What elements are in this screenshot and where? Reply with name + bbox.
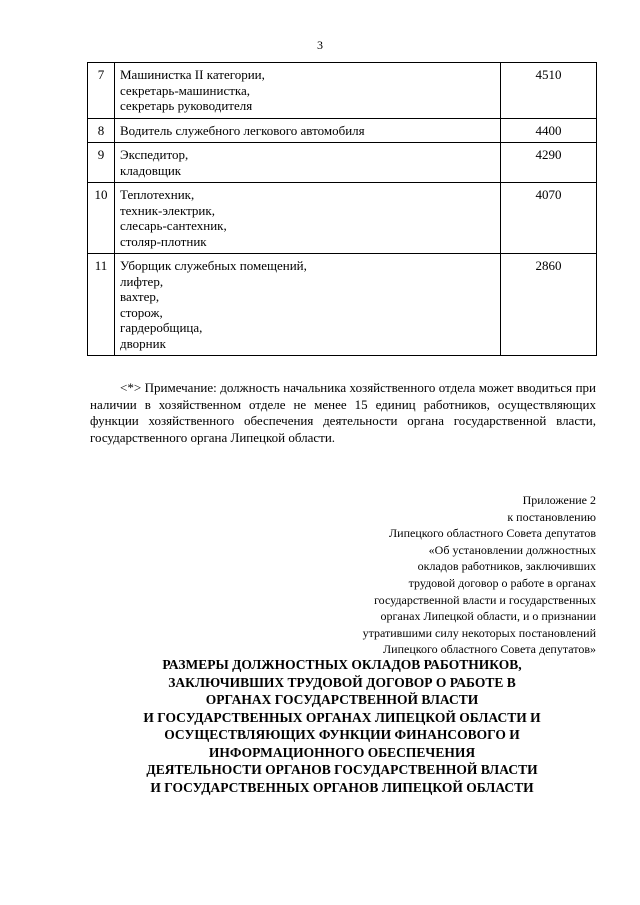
appendix-line: к постановлению — [507, 509, 596, 524]
position-line: кладовщик — [120, 162, 182, 178]
position-line: Уборщик служебных помещений, — [120, 258, 307, 273]
footnote: <*> Примечание: должность начальника хозяйственного отдела может вводиться при наличии в хозяйственном отделе не менее 15 единиц работников, осуществляющих функции хозяйственного обеспечения деятельности органа государственной власти, государственного органа Липецкой области. — [90, 380, 596, 445]
table-row — [88, 143, 597, 183]
appendix-line: окладов работников, заключивших — [417, 559, 596, 574]
appendix-line: государственной власти и государственных — [374, 592, 596, 607]
appendix-line: Приложение 2 — [522, 493, 596, 507]
title-line: ОРГАНАХ ГОСУДАРСТВЕННОЙ ВЛАСТИ — [205, 692, 479, 707]
position-line: Машинистка II категории, — [120, 67, 265, 82]
title-line: ИНФОРМАЦИОННОГО ОБЕСПЕЧЕНИЯ — [208, 744, 476, 760]
position-line: сторож, — [120, 304, 163, 320]
page-number: 3 — [317, 38, 323, 52]
row-number: 8 — [88, 118, 115, 143]
table-row — [88, 63, 597, 119]
appendix-line: органах Липецкой области, и о признании — [380, 609, 596, 624]
position-line: секретарь-машинистка, — [120, 82, 251, 98]
position-line: Экспедитор, — [120, 147, 189, 162]
table-row — [88, 254, 597, 356]
position-line: секретарь руководителя — [120, 98, 253, 113]
title-line: И ГОСУДАРСТВЕННЫХ ОРГАНОВ ЛИПЕЦКОЙ ОБЛАСТИ — [150, 779, 534, 795]
position-cell — [115, 183, 501, 254]
position-line: гардеробщица, — [120, 320, 203, 335]
title-line: ЗАКЛЮЧИВШИХ ТРУДОВОЙ ДОГОВОР О РАБОТЕ В — [168, 674, 516, 690]
appendix-line: утратившими силу некоторых постановлений — [362, 625, 596, 640]
salary-value: 2860 — [501, 254, 597, 356]
appendix-line: трудовой договор о работе в органах — [408, 575, 596, 590]
appendix-line: Липецкого областного Совета депутатов — [389, 526, 596, 541]
position-line: Водитель служебного легкового автомобиля — [120, 122, 365, 138]
position-line: дворник — [120, 335, 166, 351]
row-number: 7 — [88, 63, 115, 119]
salary-value: 4070 — [501, 183, 597, 254]
position-line: слесарь-сантехник, — [120, 218, 227, 233]
salary-value: 4510 — [501, 63, 597, 119]
position-line: вахтер, — [120, 289, 160, 304]
position-line: техник-электрик, — [120, 202, 215, 218]
row-number: 10 — [88, 183, 115, 254]
row-number: 9 — [88, 143, 115, 183]
table-row — [88, 183, 597, 254]
table-row — [88, 118, 597, 143]
position-line: Теплотехник, — [120, 187, 195, 202]
appendix-header — [300, 492, 596, 658]
position-line: столяр-плотник — [120, 233, 207, 249]
title-line: ОСУЩЕСТВЛЯЮЩИХ ФУНКЦИИ ФИНАНСОВОГО И — [164, 727, 520, 742]
title-line: И ГОСУДАРСТВЕННЫХ ОРГАНАХ ЛИПЕЦКОЙ ОБЛАСТИ И — [143, 709, 541, 725]
position-line: лифтер, — [120, 273, 164, 289]
appendix-line: Липецкого областного Совета депутатов» — [383, 642, 596, 657]
position-cell — [115, 63, 501, 119]
salary-value: 4400 — [501, 118, 597, 143]
salary-table — [87, 62, 597, 356]
title-line: РАЗМЕРЫ ДОЛЖНОСТНЫХ ОКЛАДОВ РАБОТНИКОВ, — [162, 657, 522, 672]
document-title — [80, 656, 604, 796]
position-cell — [115, 143, 501, 183]
row-number: 11 — [88, 254, 115, 356]
title-line: ДЕЯТЕЛЬНОСТИ ОРГАНОВ ГОСУДАРСТВЕННОЙ ВЛАСТИ — [146, 762, 538, 777]
appendix-line: «Об установлении должностных — [428, 542, 596, 557]
position-cell — [115, 118, 501, 143]
salary-value: 4290 — [501, 143, 597, 183]
position-cell — [115, 254, 501, 356]
